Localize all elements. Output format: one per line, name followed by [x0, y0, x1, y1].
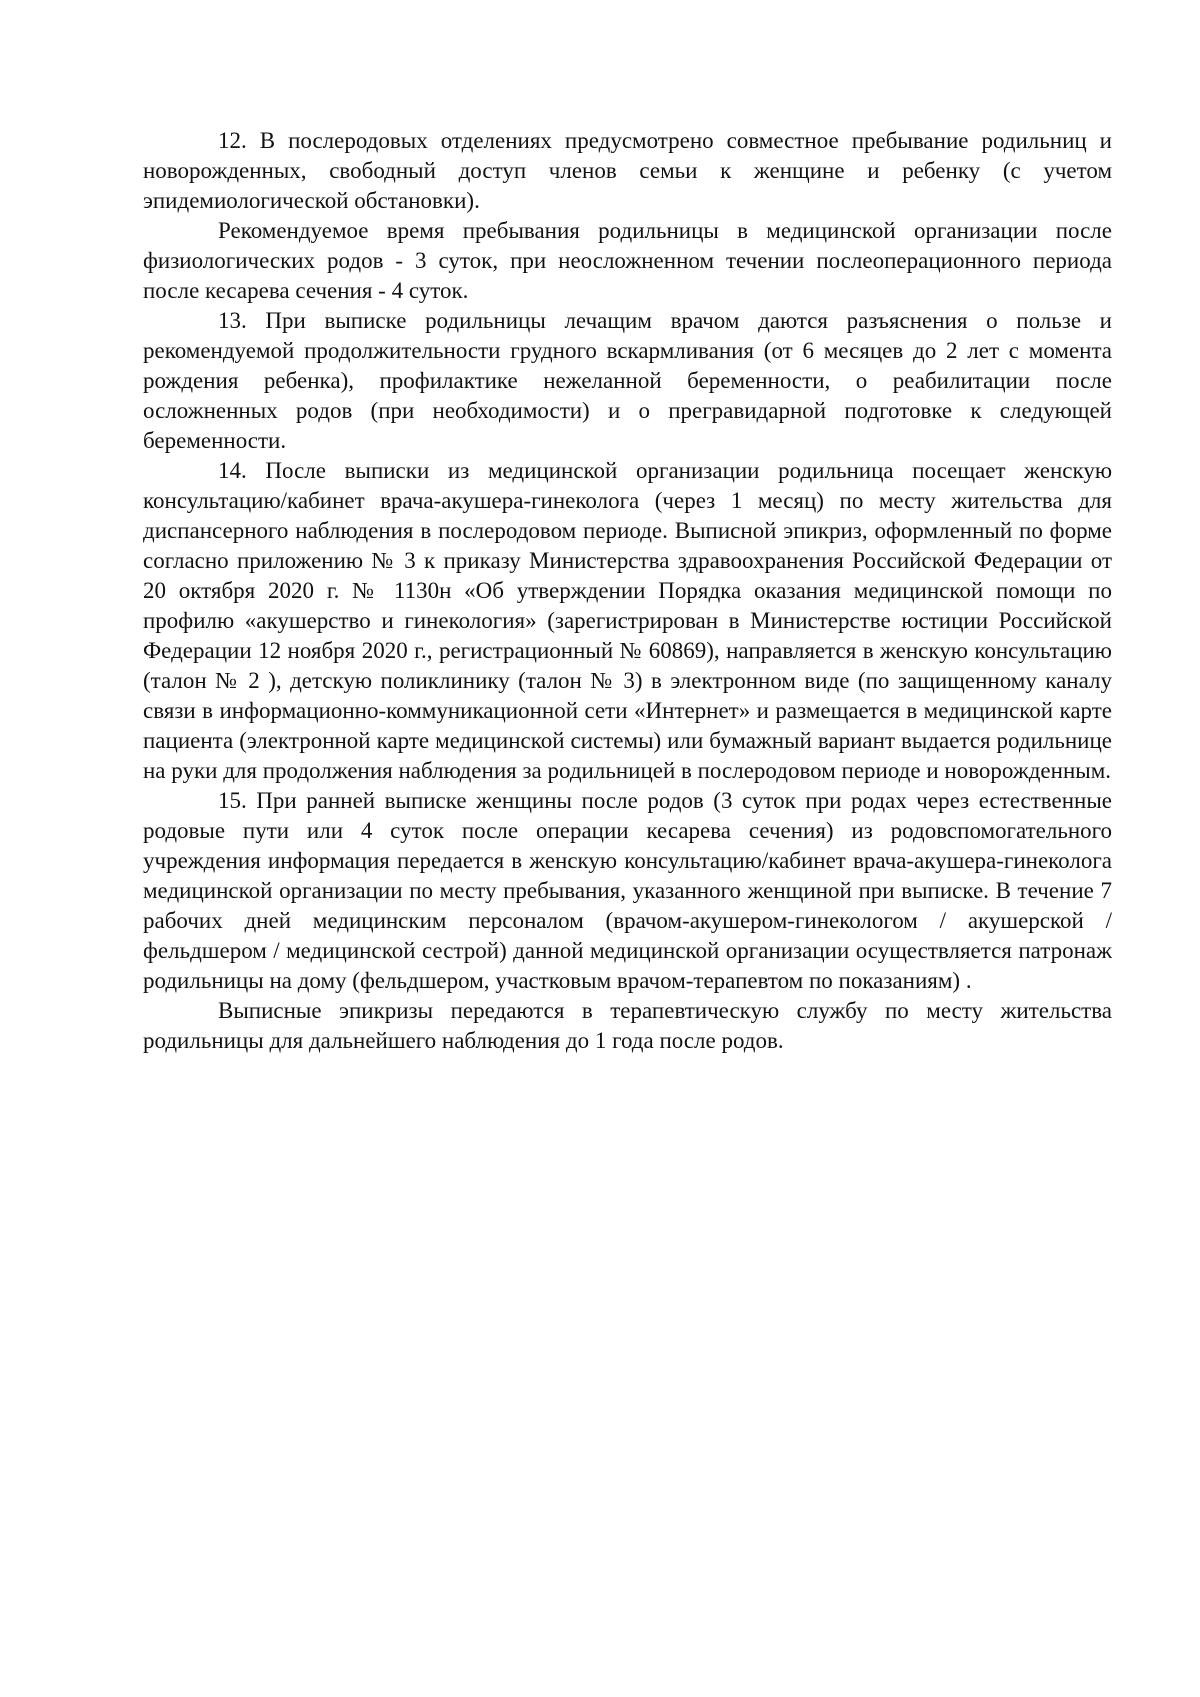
- paragraph-12: 12. В послеродовых отделениях предусмотрено совместное пребывание родильниц и новорожденных, свободный доступ членов семьи к женщине и ребенку (с учетом эпидемиологической обстановки).: [143, 128, 1112, 213]
- paragraph-13: 13. При выписке родильницы лечащим врачом даются разъяснения о пользе и рекомендуемой продолжительности грудного вскармливания (от 6 месяцев до 2 лет с момента рождения ребенка), профилактике нежеланной беременности, о реабилитации после осложненных родов (при необходимости) и о прегравидарной подготовке к следующей беременности.: [143, 308, 1112, 453]
- paragraph-recommended-stay: Рекомендуемое время пребывания родильницы в медицинской организации после физиологических родов - 3 суток, при неосложненном течении послеоперационного периода после кесарева сечения - 4 суток.: [143, 218, 1112, 303]
- paragraph-14: 14. После выписки из медицинской организации родильница посещает женскую консультацию/кабинет врача-акушера-гинеколога (через 1 месяц) по месту жительства для диспансерного наблюдения в послеродовом периоде. Выписной эпикриз, оформленный по форме согласно приложению № 3 к приказу Министерства здравоохранения Российской Федерации от 20 октября 2020 г. № 1130н «Об утверждении Порядка оказания медицинской помощи по профилю «акушерство и гинекология» (зарегистрирован в Министерстве юстиции Российской Федерации 12 ноября 2020 г., регистрационный № 60869), направляется в женскую консультацию (талон № 2 ), детскую поликлинику (талон № 3) в электронном виде (по защищенному каналу связи в информационно-коммуникационной сети «Интернет» и размещается в медицинской карте пациента (электронной карте медицинской системы) или бумажный вариант выдается родильнице на руки для продолжения наблюдения за родильницей в послеродовом периоде и новорожденным.: [143, 458, 1112, 783]
- document-body: [143, 126, 1112, 1056]
- paragraph-15: 15. При ранней выписке женщины после родов (3 суток при родах через естественные родовые пути или 4 суток после операции кесарева сечения) из родовспомогательного учреждения информация передается в женскую консультацию/кабинет врача-акушера-гинеколога медицинской организации по месту пребывания, указанного женщиной при выписке. В течение 7 рабочих дней медицинским персоналом (врачом-акушером-гинекологом / акушерской / фельдшером / медицинской сестрой) данной медицинской организации осуществляется патронаж родильницы на дому (фельдшером, участковым врачом-терапевтом по показаниям) .: [143, 788, 1112, 993]
- paragraph-discharge-summaries: Выписные эпикризы передаются в терапевтическую службу по месту жительства родильницы для дальнейшего наблюдения до 1 года после родов.: [143, 998, 1112, 1053]
